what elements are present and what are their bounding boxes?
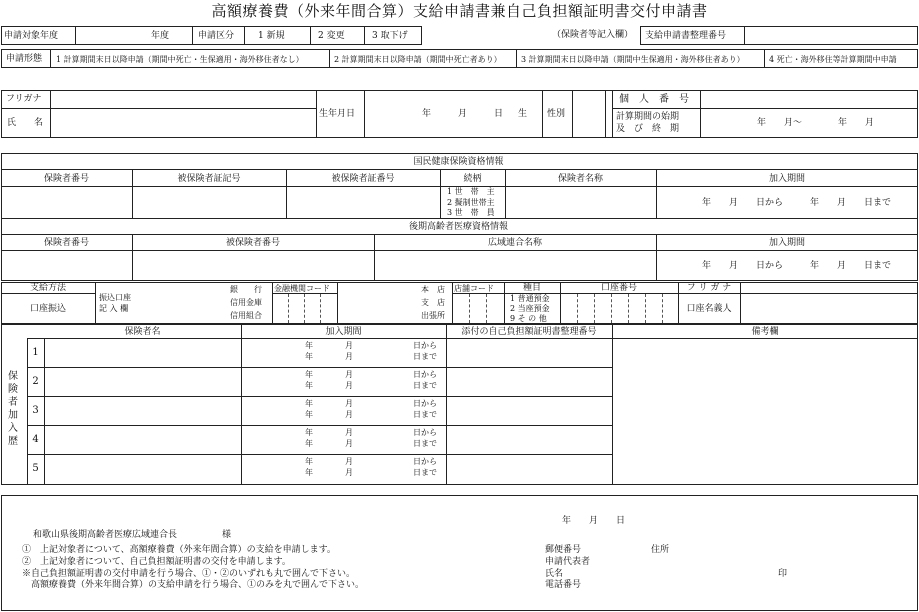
postal-code-label: 郵便番号 xyxy=(545,545,582,555)
year-unit: 年度 xyxy=(151,31,170,41)
relation-option-2[interactable]: 2 擬制世帯主 xyxy=(447,198,495,207)
history-from-suffix: 日から xyxy=(413,428,437,437)
history-row-number: 1 xyxy=(32,347,39,358)
declaration-note-1: ※自己負担額証明書の交付申請を行う場合、①・②のいずれも丸で囲んで下さい。 xyxy=(22,569,356,579)
declaration-note-2: 高額療養費（外来年間合算）の支給申請を行う場合、①のみを丸で囲んで下さい。 xyxy=(22,580,365,590)
remarks-field[interactable] xyxy=(613,339,917,484)
form-type-label: 申請形態 xyxy=(6,54,43,64)
account-kind-label: 種目 xyxy=(522,283,541,293)
sex-field[interactable] xyxy=(573,91,604,137)
history-cert-no-field[interactable] xyxy=(447,455,611,482)
koki-insured-no-header: 被保険者番号 xyxy=(225,238,280,248)
history-insurer-name-field[interactable] xyxy=(45,455,240,482)
history-to-suffix: 日まで xyxy=(413,439,437,448)
category-option-new[interactable]: 1 新規 xyxy=(258,31,285,41)
addressee-honorific: 様 xyxy=(222,530,232,540)
account-holder-field[interactable] xyxy=(741,294,917,323)
furigana-field[interactable] xyxy=(52,91,314,107)
kokuho-insurer-name-field[interactable] xyxy=(506,187,655,217)
history-from-date[interactable]: 年 月 xyxy=(305,341,353,350)
doc-number-field[interactable] xyxy=(746,27,916,44)
history-from-date[interactable]: 年 月 xyxy=(305,457,353,466)
branch-name-field[interactable] xyxy=(338,283,418,323)
history-from-suffix: 日から xyxy=(413,341,437,350)
koki-join-period-value[interactable]: 年 月 日から 年 月 日まで xyxy=(702,261,892,271)
insurer-entry-label: （保険者等記入欄） xyxy=(552,30,634,40)
target-year-field[interactable] xyxy=(77,27,189,44)
personal-number-label: 個 人 番 号 xyxy=(619,94,689,105)
branch-type-shuchojo[interactable]: 出張所 xyxy=(421,311,445,320)
history-remarks-header: 備考欄 xyxy=(751,327,779,337)
target-year-label: 申請対象年度 xyxy=(4,31,59,41)
history-to-date[interactable]: 年 月 xyxy=(305,410,353,419)
history-join-period-header: 加入期間 xyxy=(325,327,362,337)
category-option-change[interactable]: 2 変更 xyxy=(318,31,345,41)
address-label: 住所 xyxy=(651,545,670,555)
birth-suffix: 生 xyxy=(518,109,528,119)
history-insurer-name-field[interactable] xyxy=(45,339,240,366)
form-type-option-3[interactable]: 3 計算期間末日以降申請（期間中生保適用・海外移住者あり） xyxy=(521,55,745,64)
category-label: 申請区分 xyxy=(198,31,235,41)
koki-join-period-header: 加入期間 xyxy=(768,238,805,248)
kokuho-join-period-value[interactable]: 年 月 日から 年 月 日まで xyxy=(702,198,892,208)
addressee: 和歌山県後期高齢者医療広域連合長 xyxy=(33,530,178,540)
form-type-option-4[interactable]: 4 死亡・海外移住等計算期間中申請 xyxy=(769,55,897,64)
history-row-number: 5 xyxy=(32,463,39,474)
branch-code-label: 店舗コード xyxy=(454,284,494,293)
history-insurer-name-field[interactable] xyxy=(45,397,240,424)
form-title: 高額療養費（外来年間合算）支給申請書兼自己負担額証明書交付申請書 xyxy=(211,2,708,20)
branch-type-honten[interactable]: 本 店 xyxy=(421,285,445,294)
period-label-1: 計算期間の始期 xyxy=(616,112,680,122)
history-row-number: 2 xyxy=(32,376,39,387)
history-to-date[interactable]: 年 月 xyxy=(305,468,353,477)
relation-option-1[interactable]: 1 世 帯 主 xyxy=(447,187,495,196)
history-to-suffix: 日まで xyxy=(413,410,437,419)
category-option-withdraw[interactable]: 3 取下げ xyxy=(372,31,408,41)
account-holder-label: 口座名義人 xyxy=(686,304,732,314)
history-cert-no-field[interactable] xyxy=(447,397,611,424)
history-side-label: 保険者加入歴 xyxy=(8,371,18,447)
account-kind-futsu[interactable]: 1 普通預金 xyxy=(510,294,550,303)
koki-title: 後期高齢者医療資格情報 xyxy=(408,222,508,232)
birth-year-unit: 年 xyxy=(422,109,432,119)
form-type-option-1[interactable]: 1 計算期間末日以降申請（期間中死亡・生保適用・海外移住者なし） xyxy=(56,55,304,64)
period-label-2: 及 び 終 期 xyxy=(616,124,680,134)
history-row-number: 4 xyxy=(32,434,39,445)
payment-method-label: 支給方法 xyxy=(29,283,66,293)
account-number-label: 口座番号 xyxy=(600,283,637,293)
bank-type-bank[interactable]: 銀 行 xyxy=(230,285,262,294)
calc-period-value[interactable]: 年 月〜 年 月 xyxy=(757,118,875,128)
history-to-suffix: 日まで xyxy=(413,381,437,390)
kokuho-insurer-no-field[interactable] xyxy=(2,187,131,217)
history-cert-no-field[interactable] xyxy=(447,368,611,395)
declaration-line-2[interactable]: ② 上記対象者について、自己負担額証明書の交付を申請します。 xyxy=(22,557,291,567)
history-insurer-name-field[interactable] xyxy=(45,426,240,453)
history-insurer-name-field[interactable] xyxy=(45,368,240,395)
account-kind-toza[interactable]: 2 当座預金 xyxy=(510,304,550,313)
history-cert-no-header: 添付の自己負担額証明書整理番号 xyxy=(461,327,597,337)
telephone-label: 電話番号 xyxy=(545,580,582,590)
history-from-date[interactable]: 年 月 xyxy=(305,399,353,408)
birth-day-unit: 日 xyxy=(494,109,504,119)
history-to-date[interactable]: 年 月 xyxy=(305,352,353,361)
history-row-number: 3 xyxy=(32,405,39,416)
holder-furigana-label: フ リ ガ ナ xyxy=(686,283,732,293)
history-cert-no-field[interactable] xyxy=(447,339,611,366)
history-from-date[interactable]: 年 月 xyxy=(305,370,353,379)
history-to-suffix: 日まで xyxy=(413,352,437,361)
form-type-option-2[interactable]: 2 計算期間末日以降申請（期間中死亡者あり） xyxy=(334,55,502,64)
bank-type-kumiai[interactable]: 信用組合 xyxy=(230,311,262,320)
doc-number-label: 支給申請書整理番号 xyxy=(645,31,727,41)
relation-option-3[interactable]: 3 世 帯 員 xyxy=(447,208,495,217)
history-to-date[interactable]: 年 月 xyxy=(305,381,353,390)
history-to-suffix: 日まで xyxy=(413,468,437,477)
bank-name-field[interactable] xyxy=(140,283,230,323)
account-kind-other[interactable]: 9 そ の 他 xyxy=(510,314,547,323)
history-from-suffix: 日から xyxy=(413,457,437,466)
koki-union-name-field[interactable] xyxy=(375,251,655,280)
history-insurer-name-header: 保険者名 xyxy=(124,327,161,337)
transfer-label[interactable]: 口座振込 xyxy=(29,304,66,314)
dest-label-2: 記 入 欄 xyxy=(99,304,129,313)
kokuho-insurer-name-header: 保険者名称 xyxy=(557,174,603,184)
kokuho-card-symbol-field[interactable] xyxy=(133,187,285,217)
koki-insurer-no-header: 保険者番号 xyxy=(43,238,89,248)
history-from-date[interactable]: 年 月 xyxy=(305,428,353,437)
history-from-suffix: 日から xyxy=(413,399,437,408)
history-cert-no-field[interactable] xyxy=(447,426,611,453)
kokuho-card-no-field[interactable] xyxy=(287,187,439,217)
koki-insured-no-field[interactable] xyxy=(133,251,373,280)
name-field[interactable] xyxy=(52,109,314,137)
history-from-suffix: 日から xyxy=(413,370,437,379)
kokuho-relation-header: 続柄 xyxy=(463,174,482,184)
history-to-date[interactable]: 年 月 xyxy=(305,439,353,448)
holder-furigana-field[interactable] xyxy=(741,283,917,293)
birthdate-label: 生年月日 xyxy=(319,109,356,119)
name-label: 氏 名 xyxy=(7,118,44,128)
dest-label-1: 振込口座 xyxy=(99,293,131,302)
application-date[interactable]: 年 月 日 xyxy=(562,516,626,526)
seal-label: 印 xyxy=(778,569,788,579)
fin-code-label: 金融機関コード xyxy=(274,284,330,293)
kokuho-title: 国民健康保険資格情報 xyxy=(413,157,504,167)
kokuho-join-period-header: 加入期間 xyxy=(768,174,805,184)
declaration-line-1[interactable]: ① 上記対象者について、高額療養費（外来年間合算）の支給を申請します。 xyxy=(22,545,336,555)
bank-type-shinkin[interactable]: 信用金庫 xyxy=(230,298,262,307)
applicant-name-label: 氏名 xyxy=(545,569,564,579)
sex-label: 性別 xyxy=(547,109,566,119)
branch-type-shiten[interactable]: 支 店 xyxy=(421,298,445,307)
representative-label: 申請代表者 xyxy=(545,557,591,567)
koki-insurer-no-field[interactable] xyxy=(2,251,131,280)
birth-month-unit: 月 xyxy=(458,109,468,119)
kokuho-insurer-no-header: 保険者番号 xyxy=(43,174,89,184)
furigana-label: フリガナ xyxy=(6,94,42,104)
kokuho-card-symbol-header: 被保険者証記号 xyxy=(177,174,241,184)
kokuho-card-no-header: 被保険者証番号 xyxy=(331,174,395,184)
personal-number-field[interactable] xyxy=(702,91,917,107)
koki-union-name-header: 広域連合名称 xyxy=(487,238,542,248)
